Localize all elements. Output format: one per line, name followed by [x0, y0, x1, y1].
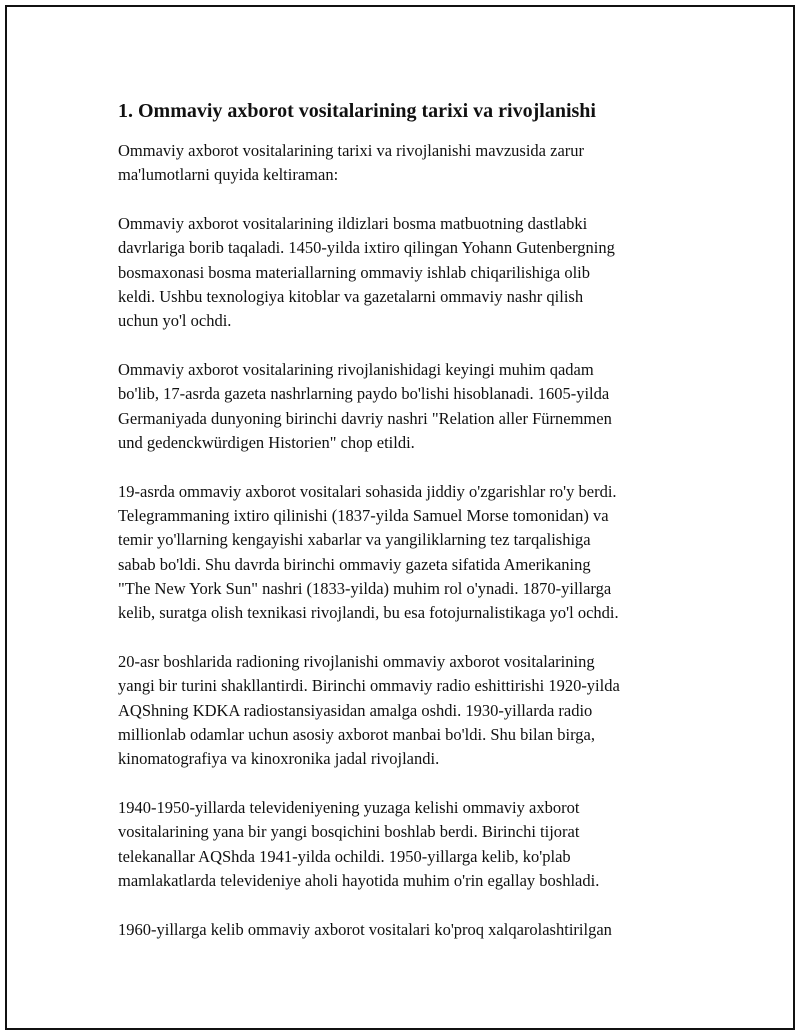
text-line: telekanallar AQShda 1941-yilda ochildi. 1950-yillarga kelib, ko'plab — [118, 846, 571, 866]
text-line: "The New York Sun" nashri (1833-yilda) muhim rol o'ynadi. 1870-yillarga — [118, 578, 612, 598]
paragraph-newspapers — [118, 358, 698, 455]
text-line: 19-asrda ommaviy axborot vositalari sohasida jiddiy o'zgarishlar ro'y berdi. — [118, 481, 617, 501]
text-line: keldi. Ushbu texnologiya kitoblar va gazetalarni ommaviy nashr qilish — [118, 286, 584, 306]
text-line: uchun yo'l ochdi. — [118, 311, 232, 331]
paragraph-19th-century — [118, 480, 698, 626]
text-line: AQShning KDKA radiostansiyasidan amalga oshdi. 1930-yillarda radio — [118, 700, 593, 720]
text-line: Germaniyada dunyoning birinchi davriy nashri "Relation aller Fürnemmen — [118, 408, 612, 428]
text-line: sabab bo'ldi. Shu davrda birinchi ommaviy gazeta sifatida Amerikaning — [118, 554, 591, 574]
paragraph-intro — [118, 139, 698, 188]
text-line: kelib, suratga olish texnikasi rivojlandi, bu esa fotojurnalistikaga yo'l ochdi. — [118, 603, 619, 623]
text-line: temir yo'llarning kengayishi xabarlar va yangiliklarning tez tarqalishiga — [118, 530, 591, 550]
text-line: kinomatografiya va kinoxronika jadal rivojlandi. — [118, 749, 440, 769]
text-line: ma'lumotlarni quyida keltiraman: — [118, 165, 339, 185]
paragraph-radio — [118, 650, 698, 771]
paragraph-television — [118, 796, 698, 893]
text-line: Ommaviy axborot vositalarining ildizlari bosma matbuotning dastlabki — [118, 214, 588, 234]
text-line: 20-asr boshlarida radioning rivojlanishi ommaviy axborot vositalarining — [118, 652, 595, 672]
text-line: 1960-yillarga kelib ommaviy axborot vositalari ko'proq xalqarolashtirilgan — [118, 919, 612, 939]
text-line: davrlariga borib taqaladi. 1450-yilda ixtiro qilingan Yohann Gutenbergning — [118, 238, 615, 258]
text-line: 1940-1950-yillarda televideniyening yuzaga kelishi ommaviy axborot — [118, 798, 580, 818]
text-line: bo'lib, 17-asrda gazeta nashrlarning paydo bo'lishi hisoblanadi. 1605-yilda — [118, 384, 610, 404]
document-title: 1. Ommaviy axborot vositalarining tarixi va rivojlanishi — [118, 100, 596, 122]
text-line: yangi bir turini shakllantirdi. Birinchi ommaviy radio eshittirishi 1920-yilda — [118, 676, 620, 696]
text-line: Ommaviy axborot vositalarining rivojlanishidagi keyingi muhim qadam — [118, 360, 594, 380]
text-line: millionlab odamlar uchun asosiy axborot manbai bo'ldi. Shu bilan birga, — [118, 724, 595, 744]
paragraph-printing-origins — [118, 212, 698, 333]
text-line: Ommaviy axborot vositalarining tarixi va rivojlanishi mavzusida zarur — [118, 141, 585, 160]
text-line: bosmaxonasi bosma materiallarning ommaviy ishlab chiqarilishiga olib — [118, 262, 590, 282]
paragraph-1960s — [118, 918, 698, 942]
text-line: und gedenckwürdigen Historien" chop etildi. — [118, 432, 415, 452]
text-line: vositalarining yana bir yangi bosqichini boshlab berdi. Birinchi tijorat — [118, 822, 580, 842]
page-frame — [5, 5, 795, 1030]
text-line: mamlakatlarda televideniye aholi hayotida muhim o'rin egallay boshladi. — [118, 870, 600, 890]
text-line: Telegrammaning ixtiro qilinishi (1837-yilda Samuel Morse tomonidan) va — [118, 506, 609, 526]
document-body — [118, 97, 698, 967]
